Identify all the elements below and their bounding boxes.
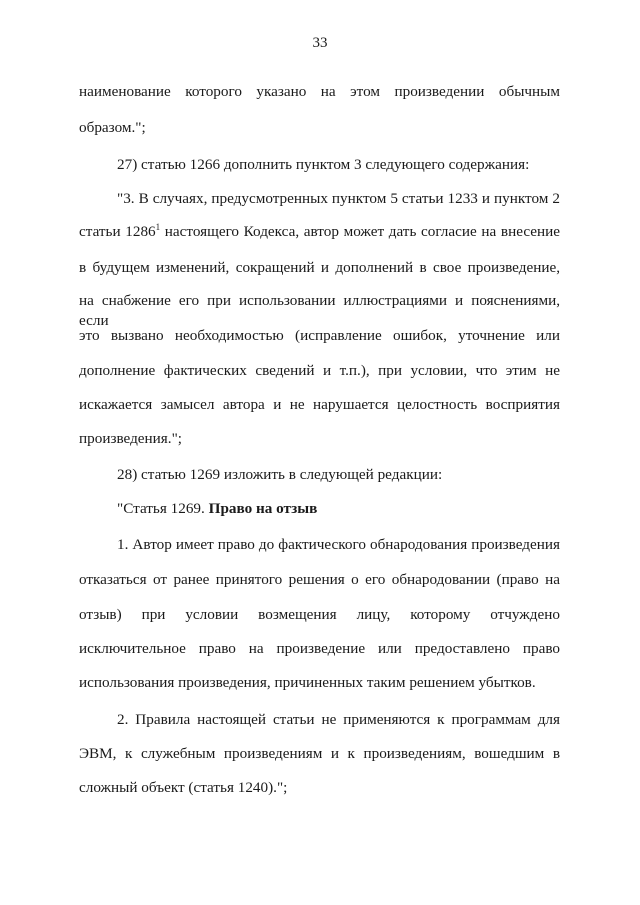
text-line: ЭВМ, к служебным произведениям и к произведениям, вошедшим в	[79, 745, 560, 762]
text-line: наименование которого указано на этом произведении обычным	[79, 83, 560, 100]
text-line: на снабжение его при использовании иллюстрациями и пояснениями, если	[79, 292, 560, 329]
text-line: образом.";	[79, 119, 146, 136]
article-title: Право на отзыв	[208, 500, 318, 517]
superscript: 1	[155, 222, 161, 232]
article-number: "Статья 1269.	[117, 500, 209, 517]
text-line: 1. Автор имеет право до фактического обнародования произведения	[117, 536, 560, 553]
text-line: искажается замысел автора и не нарушается целостность восприятия	[79, 396, 560, 413]
text-line: "3. В случаях, предусмотренных пунктом 5 статьи 1233 и пунктом 2	[117, 190, 560, 207]
text-line: использования произведения, причиненных таким решением убытков.	[79, 674, 536, 691]
text-line: в будущем изменений, сокращений и дополнений в свое произведение,	[79, 259, 560, 276]
text-line: 27) статью 1266 дополнить пунктом 3 следующего содержания:	[117, 156, 530, 173]
text-line: отказаться от ранее принятого решения о его обнародовании (право на	[79, 571, 560, 588]
text-line: сложный объект (статья 1240).";	[79, 779, 288, 796]
text-fragment: настоящего Кодекса, автор может дать согласие на внесение	[160, 223, 560, 240]
text-line-with-superscript	[79, 222, 560, 242]
text-line: исключительное право на произведение или предоставлено право	[79, 640, 560, 657]
text-line: дополнение фактических сведений и т.п.), при условии, что этим не	[79, 362, 560, 379]
text-fragment: статьи 1286	[79, 223, 156, 240]
text-line: отзыв) при условии возмещения лицу, которому отчуждено	[79, 606, 560, 623]
text-line: произведения.";	[79, 430, 182, 447]
page-number: 33	[312, 35, 328, 51]
text-line: 2. Правила настоящей статьи не применяются к программам для	[117, 711, 560, 728]
text-line: это вызвано необходимостью (исправление ошибок, уточнение или	[79, 327, 560, 344]
text-line: 28) статью 1269 изложить в следующей редакции:	[117, 466, 443, 483]
article-heading	[117, 499, 560, 519]
